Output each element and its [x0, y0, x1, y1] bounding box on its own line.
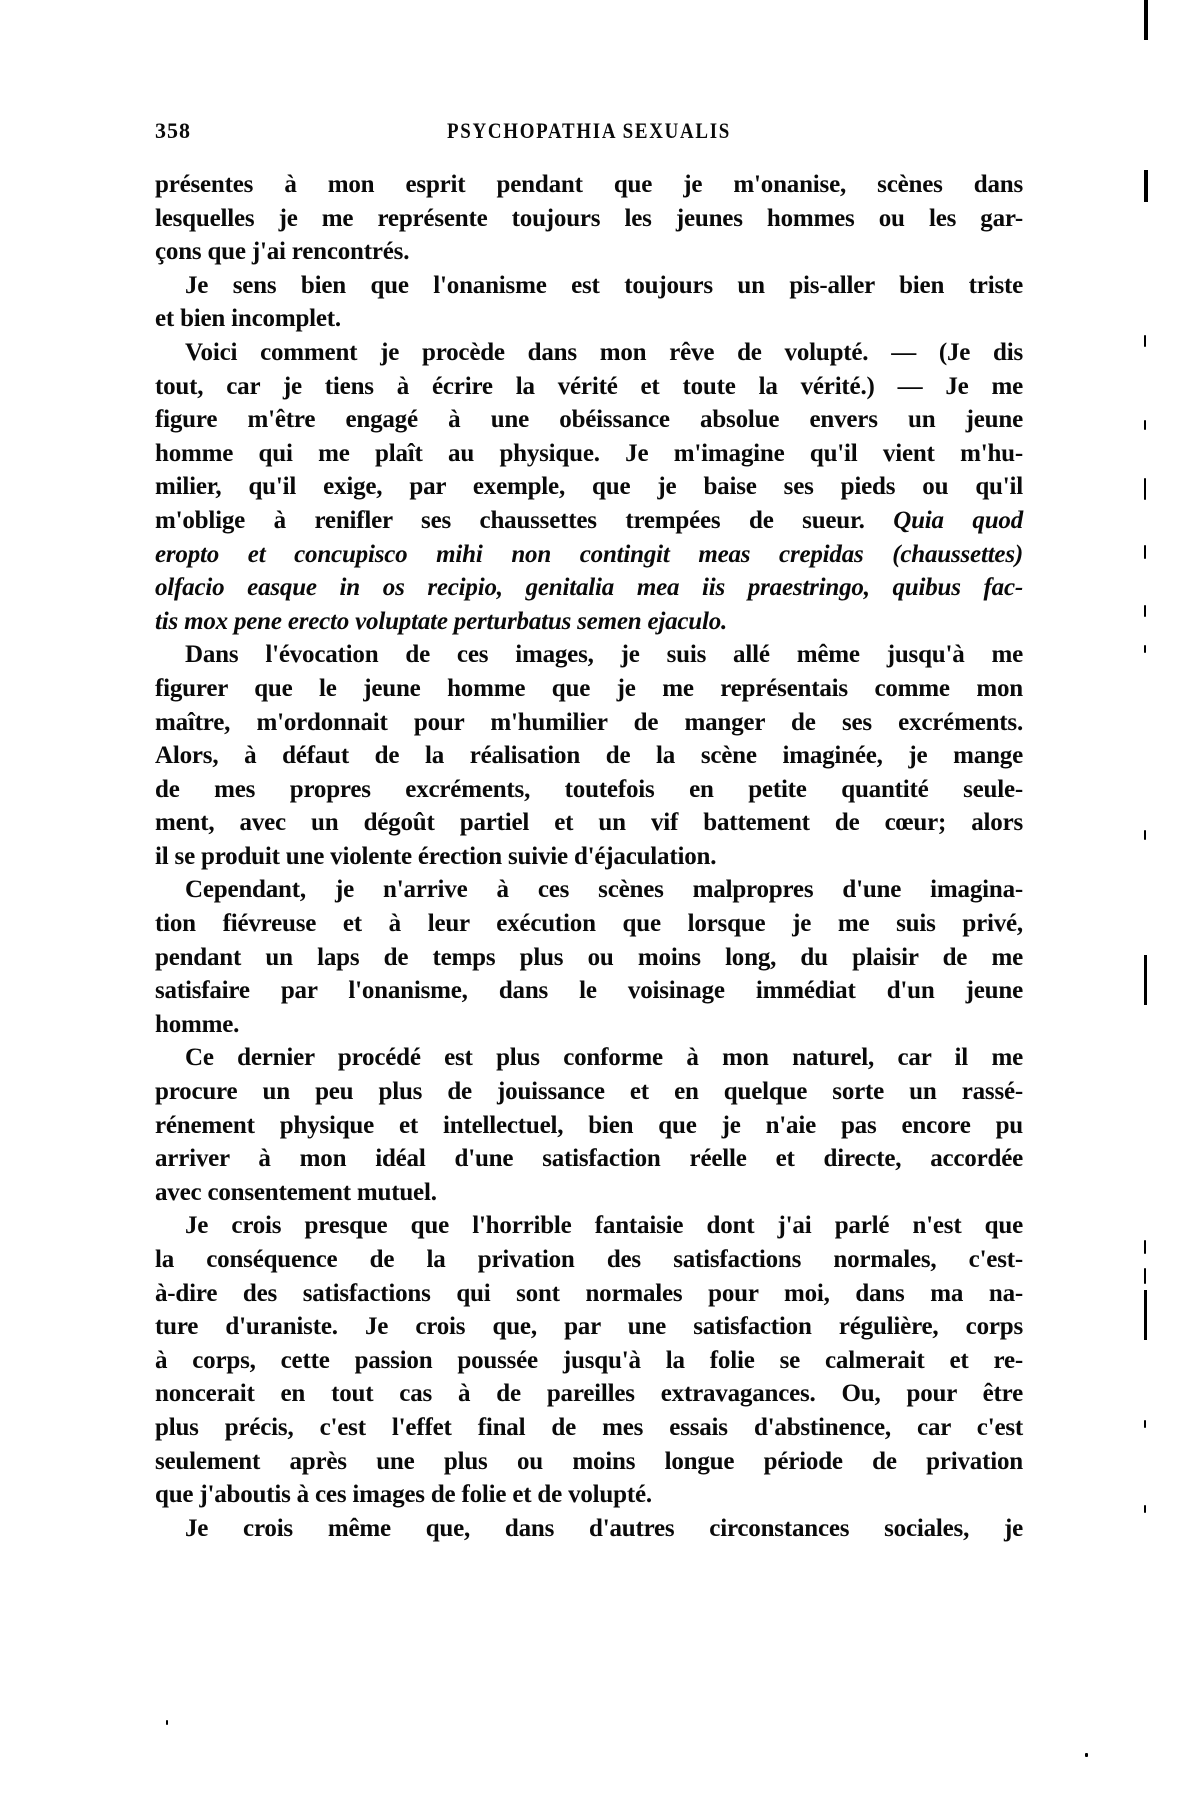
scan-speck — [1144, 830, 1146, 840]
scan-mark — [1144, 170, 1148, 202]
scan-mark — [1144, 1290, 1147, 1340]
text-line: procure un peu plus de jouissance et en quelque sorte un rassé- — [155, 1078, 1023, 1106]
text-line-latin: olfacio easque in os recipio, genitalia mea iis praestringo, quibus fac- — [155, 574, 1023, 602]
scan-mark — [1144, 0, 1148, 40]
text-line: satisfaire par l'onanisme, dans le voisinage immédiat d'un jeune — [155, 977, 1023, 1005]
text-line: la conséquence de la privation des satisfactions normales, c'est- — [155, 1246, 1023, 1273]
text-line-latin: eropto et concupisco mihi non contingit meas crepidas (chaussettes) — [155, 540, 1023, 568]
scan-speck — [1144, 335, 1146, 347]
text-line: à-dire des satisfactions qui sont normales pour moi, dans ma na- — [155, 1279, 1023, 1307]
page-number: 358 — [155, 118, 191, 143]
text-line: tion fiévreuse et à leur exécution que lorsque je me suis privé, — [155, 910, 1023, 938]
text-line: Alors, à défaut de la réalisation de la scène imaginée, je mange — [155, 742, 1023, 770]
text-line-latin: tis mox pene erecto voluptate perturbatus semen ejaculo. — [155, 607, 728, 635]
scan-mark — [1144, 955, 1147, 1005]
text-line: présentes à mon esprit pendant que je m'onanise, scènes dans — [155, 171, 1023, 198]
scan-speck — [1144, 1505, 1146, 1513]
text-line: rénement physique et intellectuel, bien que je n'aie pas encore pu — [155, 1111, 1023, 1139]
text-line: il se produit une violente érection suivie d'éjaculation. — [155, 842, 717, 870]
text-line: arriver à mon idéal d'une satisfaction réelle et directe, accordée — [155, 1145, 1023, 1173]
text-line: noncerait en tout cas à de pareilles extravagances. Ou, pour être — [155, 1380, 1023, 1408]
scan-speck — [1144, 645, 1146, 653]
text-line: çons que j'ai rencontrés. — [155, 238, 410, 266]
scan-speck — [1144, 478, 1146, 500]
text-line: homme qui me plaît au physique. Je m'imagine qu'il vient m'hu- — [155, 439, 1023, 467]
text-line: Je sens bien que l'onanisme est toujours un pis-aller bien triste — [185, 271, 1023, 299]
text-line: ment, avec un dégoût partiel et un vif battement de cœur; alors — [155, 809, 1023, 837]
scan-speck — [1144, 605, 1146, 617]
text-line: avec consentement mutuel. — [155, 1178, 437, 1206]
scan-speck — [1144, 1268, 1146, 1284]
scan-speck — [1144, 1420, 1146, 1428]
running-head — [155, 118, 1023, 148]
scan-speck — [1144, 545, 1146, 559]
text-line: de mes propres excréments, toutefois en petite quantité seule- — [155, 775, 1023, 803]
text-line: Cependant, je n'arrive à ces scènes malpropres d'une imagina- — [185, 876, 1023, 904]
text-line: ture d'uraniste. Je crois que, par une satisfaction régulière, corps — [155, 1313, 1023, 1341]
latin-phrase: Quia quod — [893, 506, 1024, 534]
text-line: figure m'être engagé à une obéissance absolue envers un jeune — [155, 406, 1023, 434]
scan-speck — [1144, 1240, 1146, 1254]
text-line: que j'aboutis à ces images de folie et de volupté. — [155, 1481, 652, 1509]
text-line: Ce dernier procédé est plus conforme à mon naturel, car il me — [185, 1044, 1023, 1072]
text-line: plus précis, c'est l'effet final de mes essais d'abstinence, car c'est — [155, 1413, 1023, 1441]
text-line: milier, qu'il exige, par exemple, que je baise ses pieds ou qu'il — [155, 473, 1023, 501]
scan-speck — [1144, 420, 1146, 430]
text-line: pendant un laps de temps plus ou moins long, du plaisir de me — [155, 943, 1023, 971]
scan-speck — [1085, 1753, 1088, 1757]
text-line: et bien incomplet. — [155, 305, 341, 333]
text-line: seulement après une plus ou moins longue période de privation — [155, 1447, 1023, 1475]
text-line: tout, car je tiens à écrire la vérité et toute la vérité.) — Je me — [155, 372, 1023, 400]
scan-speck — [166, 1720, 168, 1725]
text-line: Voici comment je procède dans mon rêve de volupté. — (Je dis — [185, 338, 1023, 366]
text-line: Dans l'évocation de ces images, je suis allé même jusqu'à me — [185, 641, 1023, 669]
text-line: à corps, cette passion poussée jusqu'à la folie se calmerait et re- — [155, 1346, 1023, 1374]
running-title: PSYCHOPATHIA SEXUALIS — [446, 118, 732, 143]
body-text — [155, 168, 1023, 1545]
text-line: lesquelles je me représente toujours les jeunes hommes ou les gar- — [155, 204, 1023, 232]
text-line: figurer que le jeune homme que je me représentais comme mon — [155, 674, 1023, 702]
text-line: m'oblige à renifler ses chaussettes trempées de sueur. Quia quod — [155, 506, 1024, 534]
text-line: Je crois même que, dans d'autres circonstances sociales, je — [185, 1514, 1023, 1542]
text-line: maître, m'ordonnait pour m'humilier de manger de ses excréments. — [155, 708, 1023, 736]
text-line: Je crois presque que l'horrible fantaisie dont j'ai parlé n'est que — [185, 1212, 1023, 1240]
text-line: homme. — [155, 1010, 240, 1038]
